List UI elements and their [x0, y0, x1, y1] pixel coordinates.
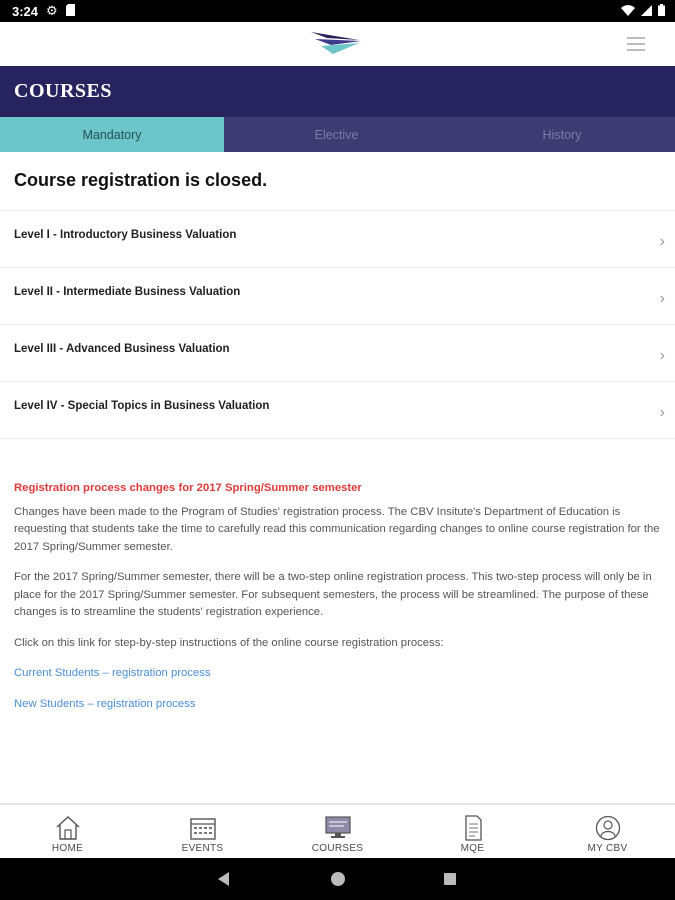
monitor-icon — [324, 815, 352, 841]
chevron-right-icon: › — [659, 233, 665, 250]
course-item-level-2[interactable] — [0, 268, 675, 325]
new-students-link[interactable]: New Students – registration process — [14, 697, 196, 710]
page-header — [0, 66, 675, 117]
hamburger-menu-icon[interactable] — [627, 37, 645, 55]
nav-label: EVENTS — [181, 843, 224, 854]
notice-title: Registration process changes for 2017 Spring/Summer semester — [14, 482, 362, 494]
tab-elective[interactable]: Elective — [224, 117, 449, 152]
nav-label: MY CBV — [587, 843, 628, 854]
tab-bar — [0, 117, 675, 152]
nav-events[interactable] — [135, 805, 270, 860]
cbv-logo-icon — [309, 30, 363, 61]
course-item-level-4[interactable] — [0, 382, 675, 439]
tab-history[interactable]: History — [449, 117, 675, 152]
course-list — [0, 210, 675, 439]
nav-label: HOME — [51, 843, 84, 854]
course-label: Level I - Introductory Business Valuation — [14, 229, 237, 241]
home-button-icon[interactable] — [331, 872, 345, 886]
nav-label: COURSES — [311, 843, 364, 854]
course-label: Level III - Advanced Business Valuation — [14, 343, 230, 355]
chevron-right-icon: › — [659, 404, 665, 421]
nav-my-cbv[interactable] — [540, 805, 675, 860]
course-label: Level II - Intermediate Business Valuation — [14, 286, 241, 298]
recent-apps-icon[interactable] — [444, 873, 456, 885]
calendar-icon — [189, 815, 217, 841]
nav-mqe[interactable] — [405, 805, 540, 860]
chevron-right-icon: › — [659, 347, 665, 364]
notice-paragraph: Changes have been made to the Program of Studies' registration process. The CBV Insitute's Department of Education is requesting that students take the time to carefully read this communication regarding changes to online course registration for the 2017 Spring/Summer semester. — [14, 505, 660, 553]
sd-card-icon — [66, 4, 75, 19]
document-icon — [459, 815, 487, 841]
nav-home[interactable] — [0, 805, 135, 860]
current-students-link[interactable]: Current Students – registration process — [14, 667, 211, 679]
home-icon — [54, 815, 82, 841]
bottom-navigation — [0, 803, 675, 860]
settings-icon: ⚙ — [46, 3, 58, 18]
system-navigation-bar — [0, 858, 675, 900]
registration-status: Course registration is closed. — [14, 170, 268, 190]
registration-notice — [14, 480, 662, 726]
status-bar — [0, 0, 675, 22]
signal-icon — [641, 4, 652, 19]
status-time: 3:24 — [12, 3, 39, 19]
course-item-level-3[interactable] — [0, 325, 675, 382]
course-label: Level IV - Special Topics in Business Valuation — [14, 400, 270, 412]
wifi-icon — [621, 4, 635, 19]
back-icon[interactable] — [218, 872, 229, 886]
app-bar — [0, 22, 675, 67]
user-icon — [594, 815, 622, 841]
nav-courses[interactable] — [270, 805, 405, 860]
battery-icon — [658, 4, 665, 19]
notice-paragraph: For the 2017 Spring/Summer semester, there will be a two-step online registration process. This two-step process will only be in place for the 2017 Spring/Summer semester. For subsequent semesters, the process will be streamlined. The purpose of these changes is to streamline the students' registration experience. — [14, 571, 652, 618]
page-title: COURSES — [14, 80, 112, 102]
chevron-right-icon: › — [659, 290, 665, 307]
tab-mandatory[interactable]: Mandatory — [0, 117, 224, 152]
nav-label: MQE — [460, 843, 485, 854]
course-item-level-1[interactable] — [0, 211, 675, 268]
notice-paragraph: Click on this link for step-by-step instructions of the online course registration process: — [14, 636, 444, 649]
